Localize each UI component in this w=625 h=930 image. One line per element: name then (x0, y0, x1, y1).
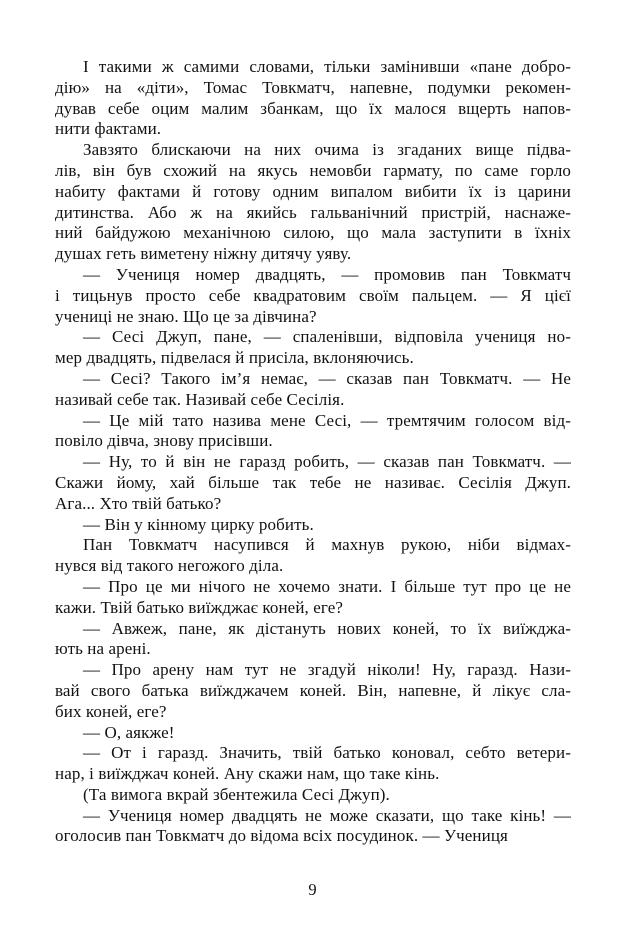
text-line: — Учениця номер двадцять не може сказати, що таке кінь! — (83, 805, 571, 825)
text-line: — Сесі? Такого ім’я немає, — сказав пан Товкматч. — Не (83, 368, 571, 388)
paragraph (55, 140, 571, 265)
text-line: — Авжеж, пане, як дістануть нових коней, то їх виїжджа- (83, 618, 571, 638)
page-number: 9 (308, 880, 317, 899)
text-line: — Це мій тато назива мене Сесі, — тремтячим голосом від- (83, 410, 571, 430)
text-line: ють на арені. (55, 639, 151, 659)
text-line: дував себе оцим малим збанкам, що їх малося вщерть напов- (55, 98, 571, 118)
text-line: — О, аякже! (83, 722, 175, 742)
text-line: — Про це ми нічого не хочемо знати. І більше тут про це не (83, 576, 571, 596)
paragraph (55, 452, 571, 514)
text-line: — Він у кінному цирку робить. (83, 514, 314, 534)
paragraph (55, 535, 571, 577)
text-line: Скажи йому, хай більше так тебе не називає. Сесілія Джуп. (55, 472, 571, 492)
text-line: оголосив пан Товкматч до відома всіх посудинок. — Учениця (55, 826, 508, 846)
text-line: бих коней, еге? (55, 701, 167, 721)
paragraph (55, 723, 571, 744)
text-line: дію» на «діти», Томас Товкматч, напевне, подумки рекомен- (55, 77, 571, 97)
text-line: лів, він був схожий на якусь немовби гармату, по саме горло (55, 160, 571, 180)
page-text (55, 57, 571, 847)
text-line: Ага... Хто твій батько? (55, 493, 222, 513)
text-line: І такими ж самими словами, тільки замінивши «пане добро- (83, 57, 571, 76)
text-line: називай себе так. Називай себе Сесілія. (55, 389, 345, 409)
paragraph (55, 515, 571, 536)
text-line: набиту фактами й готову одним випалом вибити їх із царини (55, 181, 571, 201)
paragraph (55, 57, 571, 140)
paragraph (55, 411, 571, 453)
paragraph (55, 369, 571, 411)
text-line: — От і гаразд. Значить, твій батько коновал, себто ветери- (83, 743, 571, 763)
text-line: Пан Товкматч насупився й махнув рукою, ніби відмах- (83, 535, 571, 555)
text-line: душах геть виметену ніжну дитячу уяву. (55, 244, 352, 264)
text-line: учениці не знаю. Що це за дівчина? (55, 306, 317, 326)
text-line: нар, і виїжджач коней. Ану скажи нам, що таке кінь. (55, 764, 440, 784)
text-line: і тицьнув просто себе квадратовим своїм пальцем. — Я цієї (55, 285, 571, 305)
text-line: (Та вимога вкрай збентежила Сесі Джуп). (83, 784, 390, 804)
paragraph (55, 265, 571, 327)
paragraph (55, 577, 571, 619)
paragraph (55, 785, 571, 806)
text-line: повіло дівча, знову присівши. (55, 431, 273, 451)
text-line: — Сесі Джуп, пане, — спаленівши, відповіла учениця но- (83, 327, 571, 347)
text-line: нувся від такого негожого діла. (55, 556, 284, 576)
text-line: ний байдужою механічною силою, що мала заступити в їхніх (55, 223, 571, 243)
text-line: нити фактами. (55, 119, 162, 139)
paragraph (55, 619, 571, 661)
text-line: — Про арену нам тут не згадуй ніколи! Ну, гаразд. Нази- (83, 660, 571, 680)
paragraph (55, 743, 571, 785)
paragraph (55, 327, 571, 369)
text-line: дитинства. Або ж на якийсь гальванічний пристрій, наснаже- (55, 202, 571, 222)
text-line: Завзято блискаючи на них очима із згаданих вище підва- (83, 140, 571, 160)
text-line: вай свого батька виїжджачем коней. Він, напевне, й лікує сла- (55, 680, 571, 700)
text-line: — Учениця номер двадцять, — промовив пан Товкматч (83, 264, 571, 284)
text-line: мер двадцять, підвелася й присіла, вклоняючись. (55, 348, 414, 368)
text-line: — Ну, то й він не гаразд робить, — сказав пан Товкматч. — (83, 452, 571, 472)
paragraph (55, 660, 571, 722)
paragraph (55, 806, 571, 848)
text-line: кажи. Твій батько виїжджає коней, еге? (55, 597, 344, 617)
